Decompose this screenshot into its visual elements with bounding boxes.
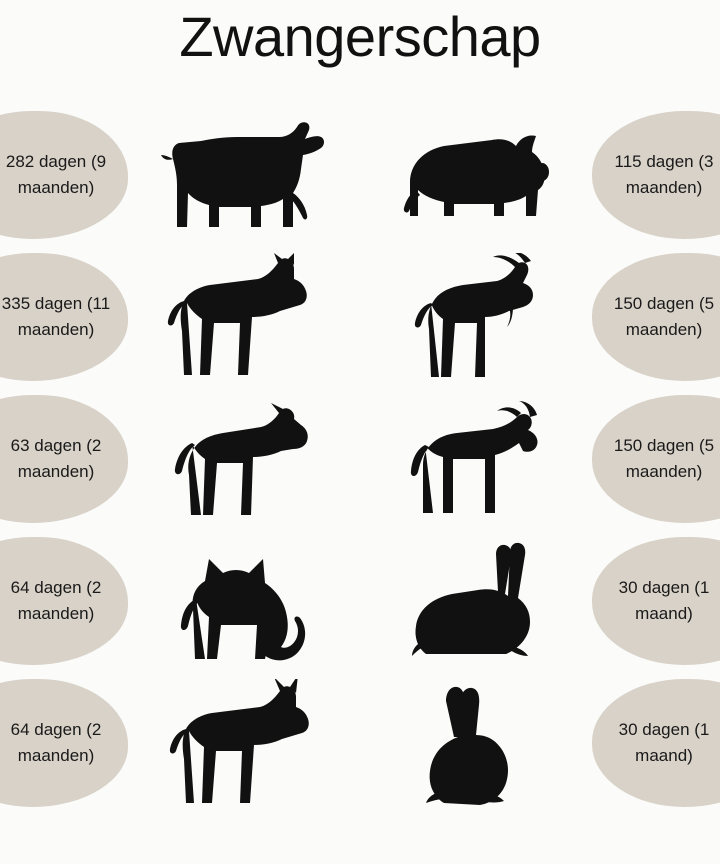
sheep-icon (381, 389, 571, 529)
pig-icon (381, 105, 571, 245)
silhouette-pair (128, 672, 592, 814)
table-row (0, 530, 720, 672)
gestation-label: 64 dagen (2 maanden) (10, 719, 102, 765)
gestation-badge-dog (0, 395, 128, 523)
gestation-label: 115 dagen (3 maanden) (614, 151, 714, 197)
gestation-badge-horse (0, 253, 128, 381)
gestation-label: 150 dagen (5 maanden) (613, 435, 715, 481)
silhouette-pair (128, 388, 592, 530)
dog-icon (149, 389, 339, 529)
gestation-badge-donkey (0, 679, 128, 807)
gestation-label: 282 dagen (9 maanden) (5, 151, 107, 197)
gestation-label: 30 dagen (1 maand) (618, 577, 710, 623)
rabbit-sitting-icon (381, 673, 571, 813)
gestation-label: 335 dagen (11 maanden) (1, 293, 111, 339)
gestation-badge-cat (0, 537, 128, 665)
donkey-icon (149, 673, 339, 813)
silhouette-pair (128, 530, 592, 672)
table-row (0, 672, 720, 814)
gestation-label: 150 dagen (5 maanden) (613, 293, 715, 339)
gestation-badge-goat (592, 253, 720, 381)
table-row (0, 104, 720, 246)
horse-icon (149, 247, 339, 387)
gestation-label: 30 dagen (1 maand) (618, 719, 710, 765)
goat-icon (381, 247, 571, 387)
rabbit-icon (381, 531, 571, 671)
cow-icon (149, 105, 339, 245)
page-title: Zwangerschap (179, 5, 541, 68)
silhouette-pair (128, 104, 592, 246)
table-row (0, 388, 720, 530)
gestation-badge-pig (592, 111, 720, 239)
cat-icon (149, 531, 339, 671)
gestation-label: 64 dagen (2 maanden) (10, 577, 102, 623)
gestation-badge-rabbit-2 (592, 679, 720, 807)
gestation-badge-rabbit (592, 537, 720, 665)
gestation-label: 63 dagen (2 maanden) (10, 435, 102, 481)
rows-container (0, 104, 720, 814)
gestation-badge-sheep (592, 395, 720, 523)
silhouette-pair (128, 246, 592, 388)
gestation-badge-cow (0, 111, 128, 239)
table-row (0, 246, 720, 388)
